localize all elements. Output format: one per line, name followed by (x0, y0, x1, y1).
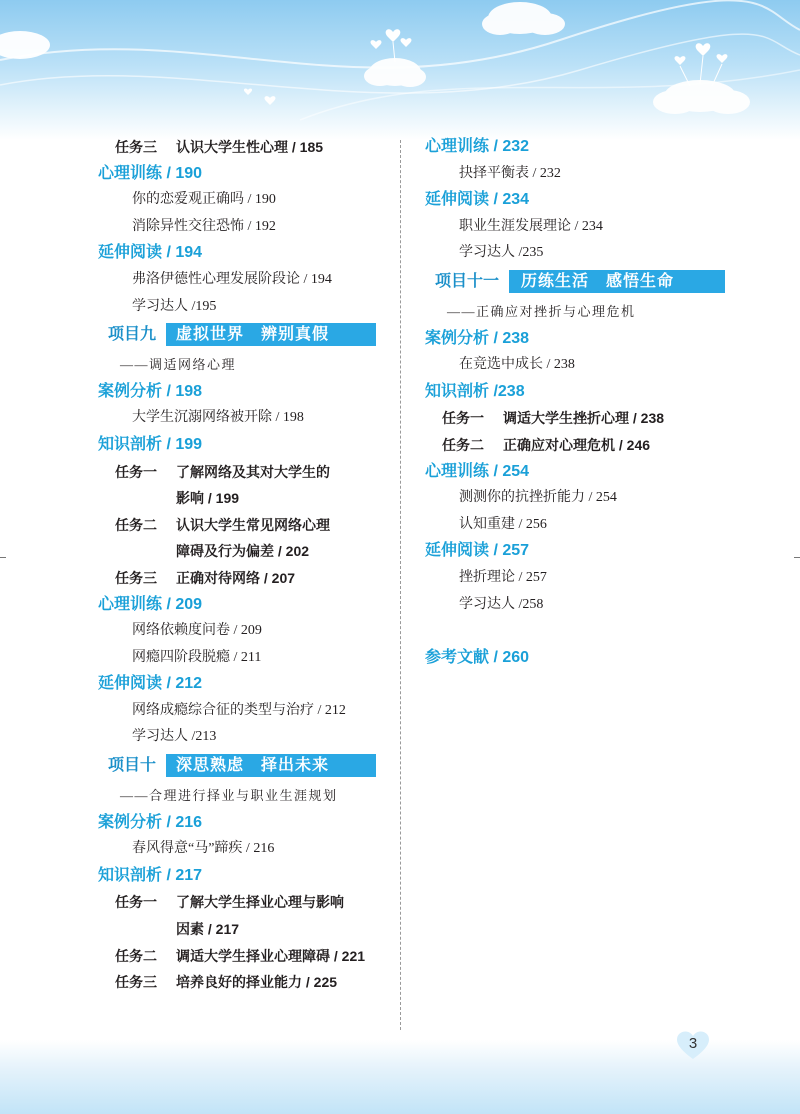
page-number: 3 (688, 1035, 698, 1052)
toc-entry: 学习达人 /195 (132, 298, 217, 314)
task-label: 任务三 (115, 974, 157, 991)
toc-entry: 学习达人 /213 (132, 729, 217, 745)
toc-task (98, 512, 388, 539)
crop-mark-right (794, 557, 800, 558)
toc-section-heading: 延伸阅读 / 212 (98, 675, 203, 693)
clouds-hearts-illustration (0, 0, 800, 140)
toc-section-heading: 案例分析 / 198 (98, 382, 203, 400)
toc-task (98, 134, 388, 161)
project-banner (98, 320, 388, 352)
project-title: 深思熟虑 择出未来 (176, 757, 330, 775)
toc-entry: 网瘾四阶段脱瘾 / 211 (132, 649, 262, 665)
project-subtitle: ——调适网络心理 (120, 357, 237, 373)
task-label: 任务三 (115, 139, 157, 155)
page-number-badge (676, 1031, 710, 1061)
task-label: 任务一 (115, 463, 157, 480)
toc-section-heading: 案例分析 / 216 (98, 813, 203, 831)
toc-spacer (425, 618, 745, 645)
toc-entry: 学习达人 /258 (459, 596, 544, 612)
toc-task (98, 969, 388, 996)
task-title: 调适大学生挫折心理 / 238 (503, 410, 665, 427)
toc-section-heading: 案例分析 / 238 (425, 329, 530, 347)
toc-entry: 春风得意“马”蹄疾 / 216 (132, 841, 275, 857)
toc-task (98, 889, 388, 916)
toc-entry: 弗洛伊德性心理发展阶段论 / 194 (132, 271, 332, 287)
toc-task (98, 565, 388, 592)
toc-section-heading: 延伸阅读 / 234 (425, 191, 530, 209)
task-title: 培养良好的择业能力 / 225 (176, 974, 338, 991)
task-title: 了解大学生择业心理与影响 (176, 894, 344, 911)
toc-task (425, 432, 745, 459)
toc-section-heading: 延伸阅读 / 257 (425, 542, 530, 560)
toc-section-heading: 参考文献 / 260 (425, 648, 530, 666)
toc-section-heading: 心理训练 / 190 (98, 164, 203, 182)
task-title: 正确应对心理危机 / 246 (503, 436, 651, 453)
toc-entry: 大学生沉溺网络被开除 / 198 (132, 410, 304, 426)
task-title: 了解网络及其对大学生的 (176, 463, 330, 480)
toc-entry: 认知重建 / 256 (459, 516, 547, 532)
toc-entry: 网络成瘾综合征的类型与治疗 / 212 (132, 702, 346, 718)
task-label: 任务一 (115, 894, 157, 911)
sky-header-decoration (0, 0, 800, 140)
column-divider (400, 140, 401, 1030)
toc-section-heading: 延伸阅读 / 194 (98, 244, 203, 262)
toc-task (425, 405, 745, 432)
toc-section-heading: 心理训练 / 254 (425, 462, 530, 480)
project-subtitle: ——合理进行择业与职业生涯规划 (120, 788, 338, 804)
project-banner (98, 751, 388, 783)
task-title: 认识大学生性心理 / 185 (176, 139, 324, 155)
toc-entry: 网络依赖度问卷 / 209 (132, 623, 262, 639)
toc-section-heading: 知识剖析 / 217 (98, 866, 203, 884)
project-banner (425, 267, 745, 299)
toc-entry: 测测你的抗挫折能力 / 254 (459, 490, 617, 506)
toc-section-heading: 知识剖析 /238 (425, 382, 525, 400)
project-number: 项目九 (98, 323, 166, 346)
task-title: 调适大学生择业心理障碍 / 221 (176, 947, 366, 964)
toc-entry: 消除异性交往恐怖 / 192 (132, 218, 276, 234)
toc-entry: 挫折理论 / 257 (459, 569, 547, 585)
toc-entry: 你的恋爱观正确吗 / 190 (132, 192, 276, 208)
toc-task-continuation: 因素 / 217 (176, 921, 240, 938)
task-label: 任务二 (115, 947, 157, 964)
toc-task-continuation: 影响 / 199 (176, 490, 240, 507)
task-label: 任务二 (442, 436, 484, 453)
toc-entry: 职业生涯发展理论 / 234 (459, 218, 603, 234)
task-title: 认识大学生常见网络心理 (176, 516, 330, 533)
toc-entry: 在竞选中成长 / 238 (459, 357, 575, 373)
toc-section-heading: 心理训练 / 232 (425, 138, 530, 155)
toc-entry: 抉择平衡表 / 232 (459, 165, 561, 181)
task-title: 正确对待网络 / 207 (176, 569, 296, 586)
toc-task (98, 459, 388, 486)
project-subtitle: ——正确应对挫折与心理危机 (447, 303, 636, 319)
toc-left-column (98, 134, 388, 996)
task-label: 任务一 (442, 410, 484, 427)
toc-section-heading: 心理训练 / 209 (98, 595, 203, 613)
project-number: 项目十 (98, 754, 166, 777)
task-label: 任务二 (115, 516, 157, 533)
project-title: 历练生活 感悟生命 (521, 272, 675, 290)
toc-entry: 学习达人 /235 (459, 245, 544, 261)
toc-task (98, 943, 388, 970)
task-label: 任务三 (115, 569, 157, 586)
project-number: 项目十一 (425, 270, 509, 293)
project-title: 虚拟世界 辨别真假 (176, 326, 330, 344)
toc-right-column (425, 134, 745, 671)
toc-section-heading: 知识剖析 / 199 (98, 435, 203, 453)
crop-mark-left (0, 557, 6, 558)
toc-task-continuation: 障碍及行为偏差 / 202 (176, 543, 310, 560)
